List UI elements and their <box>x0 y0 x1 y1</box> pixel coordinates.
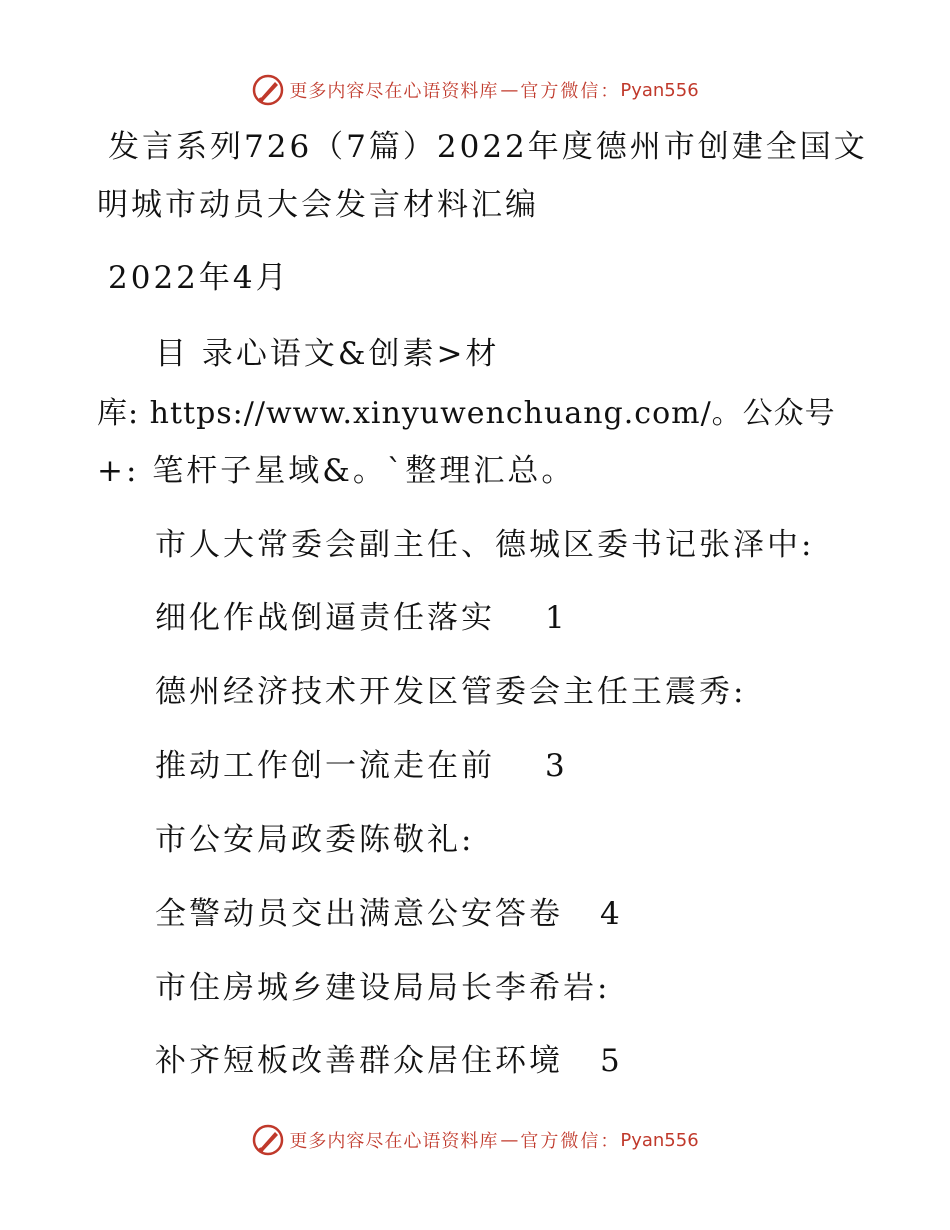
toc-page-number: 3 <box>545 748 568 784</box>
toc-page-number: 5 <box>600 1043 623 1079</box>
banner-text: 更多内容尽在心语资料库 <box>289 81 499 102</box>
banner-dash: — <box>500 1129 519 1151</box>
toc-title-text: 全警动员交出满意公安答卷 <box>155 896 563 932</box>
toc-title-3[interactable] <box>155 894 623 934</box>
banner-official: 官方微信： <box>520 81 621 102</box>
banner-text: 更多内容尽在心语资料库 <box>289 1131 499 1152</box>
banner-official: 官方微信： <box>520 1131 621 1152</box>
toc-heading: 目 录心语文&创素>材 <box>155 336 500 372</box>
title-line-1: 发言系列726（7篇）2022年度德州市创建全国文 <box>108 129 868 165</box>
footer-banner <box>0 1120 950 1160</box>
toc-speaker-4: 市住房城乡建设局局长李希岩: <box>155 970 611 1006</box>
toc-speaker-1: 市人大常委会副主任、德城区委书记张泽中: <box>155 527 815 563</box>
toc-title-1[interactable] <box>155 598 568 638</box>
header-banner <box>0 70 950 110</box>
document-date: 2022年4月 <box>108 260 290 296</box>
toc-title-text: 细化作战倒逼责任落实 <box>155 600 495 636</box>
toc-page-number: 1 <box>545 600 568 636</box>
title-line-2: 明城市动员大会发言材料汇编 <box>97 187 539 223</box>
toc-page-number: 4 <box>600 896 623 932</box>
toc-title-4[interactable] <box>155 1041 623 1081</box>
library-url-line: 库: https://www.xinyuwenchuang.com/。公众号 <box>97 396 836 431</box>
pen-logo-icon <box>251 1123 285 1157</box>
banner-wechat-id: Pyan556 <box>620 1129 699 1151</box>
wechat-line: +: 笔杆子星域&。`整理汇总。 <box>97 453 576 489</box>
toc-speaker-2: 德州经济技术开发区管委会主任王震秀: <box>155 674 747 710</box>
banner-wechat-id: Pyan556 <box>620 79 699 101</box>
pen-logo-icon <box>251 73 285 107</box>
toc-title-text: 推动工作创一流走在前 <box>155 748 495 784</box>
banner-dash: — <box>500 79 519 101</box>
toc-title-text: 补齐短板改善群众居住环境 <box>155 1043 563 1079</box>
toc-title-2[interactable] <box>155 746 568 786</box>
toc-speaker-3: 市公安局政委陈敬礼: <box>155 822 475 858</box>
